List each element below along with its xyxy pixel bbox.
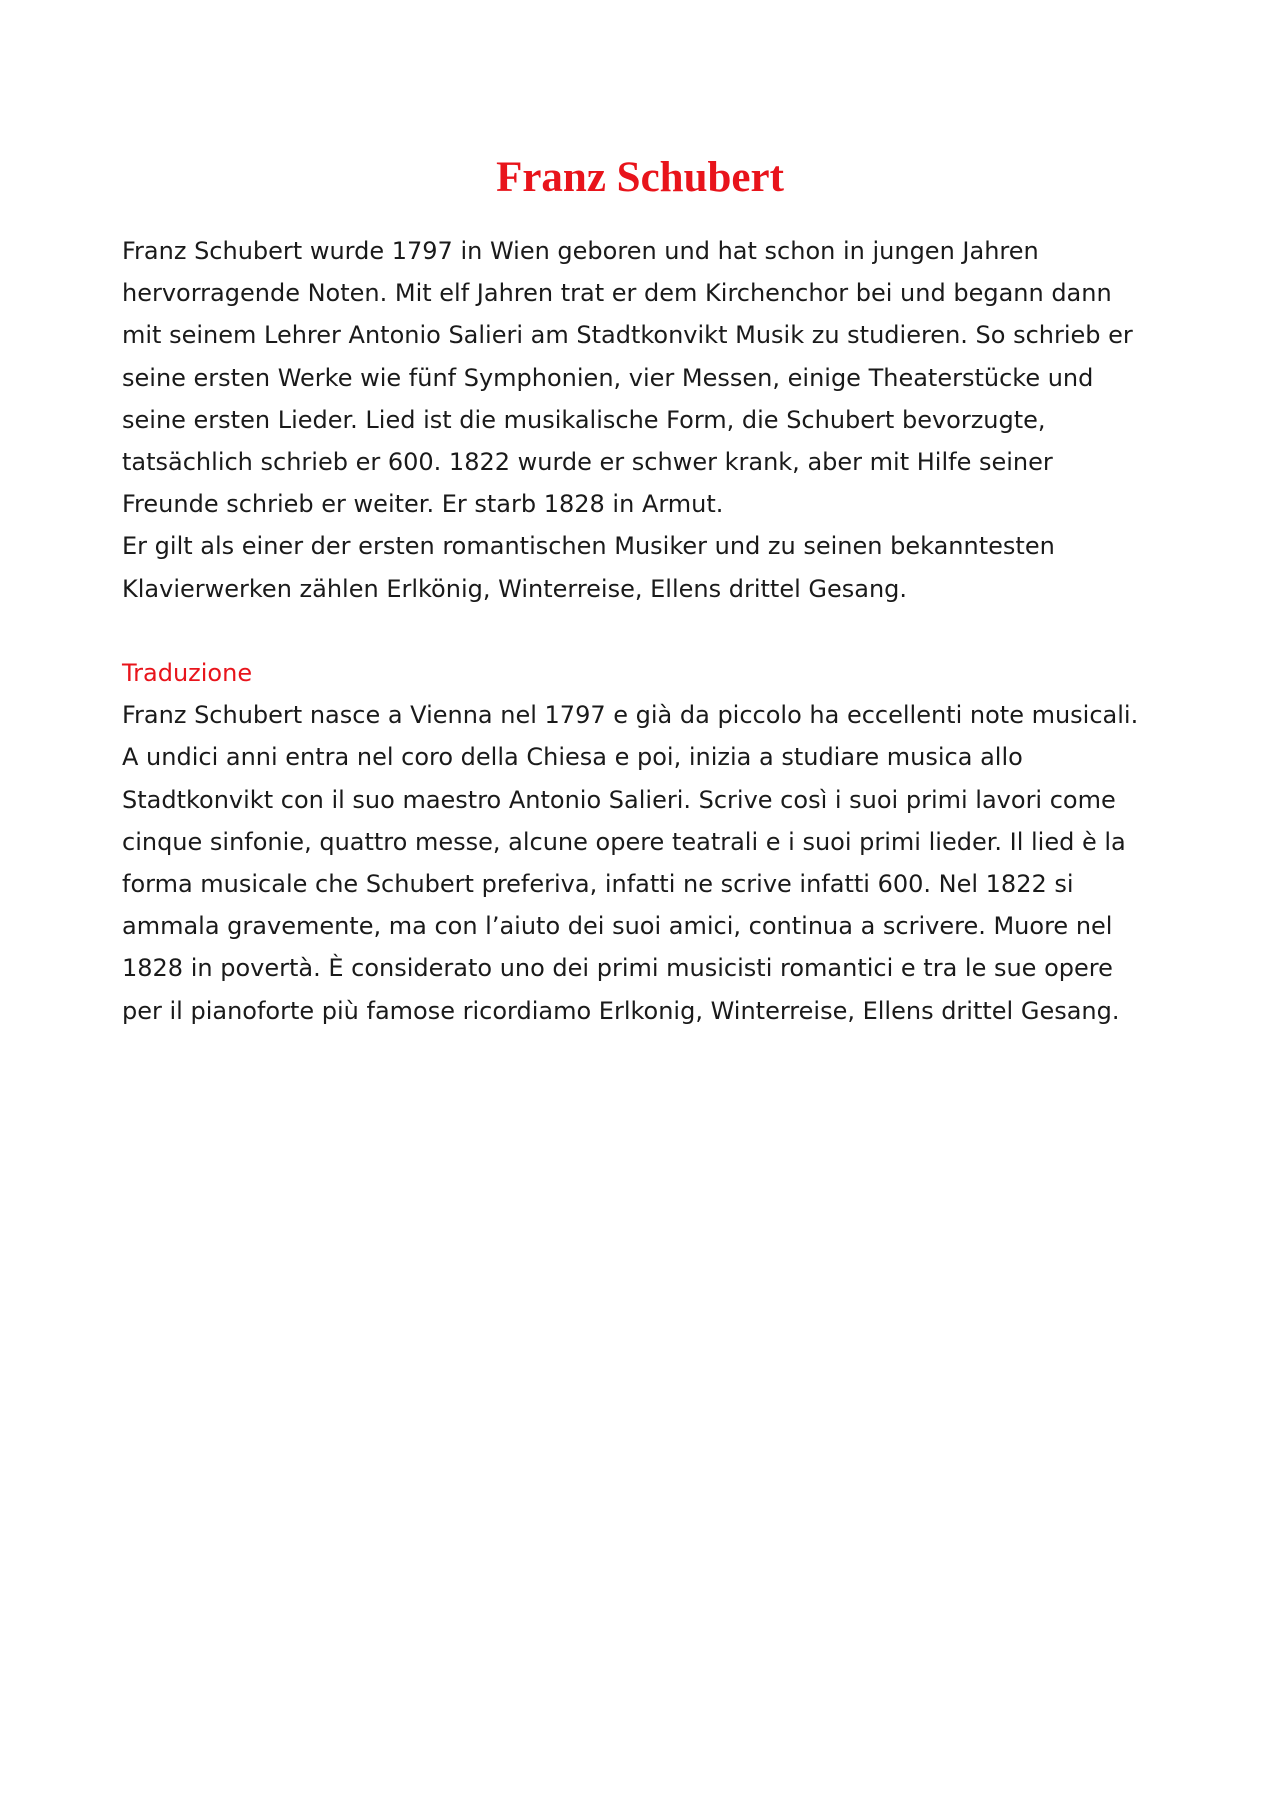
page-title: Franz Schubert: [496, 154, 784, 201]
italian-line: cinque sinfonie, quattro messe, alcune opere teatrali e i suoi primi lieder. Il lied è la: [122, 827, 1126, 856]
german-line: Freunde schrieb er weiter. Er starb 1828 in Armut.: [122, 490, 724, 519]
german-line: tatsächlich schrieb er 600. 1822 wurde er schwer krank, aber mit Hilfe seiner: [122, 448, 1053, 477]
italian-line: Stadtkonvikt con il suo maestro Antonio Salieri. Scrive così i suoi primi lavori come: [122, 785, 1116, 814]
italian-line: forma musicale che Schubert preferiva, infatti ne scrive infatti 600. Nel 1822 si: [122, 870, 1074, 899]
german-line: seine ersten Werke wie fünf Symphonien, vier Messen, einige Theaterstücke und: [122, 363, 1094, 392]
italian-paragraph: [122, 694, 1182, 1032]
german-line: mit seinem Lehrer Antonio Salieri am Stadtkonvikt Musik zu studieren. So schrieb er: [122, 321, 1133, 350]
italian-line: 1828 in povertà. È considerato uno dei primi musicisti romantici e tra le sue opere: [122, 954, 1113, 983]
italian-line: per il pianoforte più famose ricordiamo Erlkonig, Winterreise, Ellens drittel Gesang.: [122, 996, 1120, 1025]
document-body: [122, 230, 1182, 1032]
translation-heading: Traduzione: [122, 659, 253, 688]
german-line: Klavierwerken zählen Erlkönig, Winterreise, Ellens drittel Gesang.: [122, 574, 908, 603]
german-paragraph: [122, 230, 1182, 610]
german-line: Er gilt als einer der ersten romantischen Musiker und zu seinen bekanntesten: [122, 532, 1055, 561]
german-line: Franz Schubert wurde 1797 in Wien geboren und hat schon in jungen Jahren: [122, 237, 1039, 265]
paragraph-spacer: [122, 610, 1182, 652]
german-line: hervorragende Noten. Mit elf Jahren trat er dem Kirchenchor bei und begann dann: [122, 279, 1112, 308]
italian-line: Franz Schubert nasce a Vienna nel 1797 e già da piccolo ha eccellenti note musicali.: [122, 701, 1139, 730]
italian-line: ammala gravemente, ma con l’aiuto dei suoi amici, continua a scrivere. Muore nel: [122, 912, 1113, 941]
italian-line: A undici anni entra nel coro della Chiesa e poi, inizia a studiare musica allo: [122, 743, 1023, 772]
german-line: seine ersten Lieder. Lied ist die musikalische Form, die Schubert bevorzugte,: [122, 405, 1046, 434]
